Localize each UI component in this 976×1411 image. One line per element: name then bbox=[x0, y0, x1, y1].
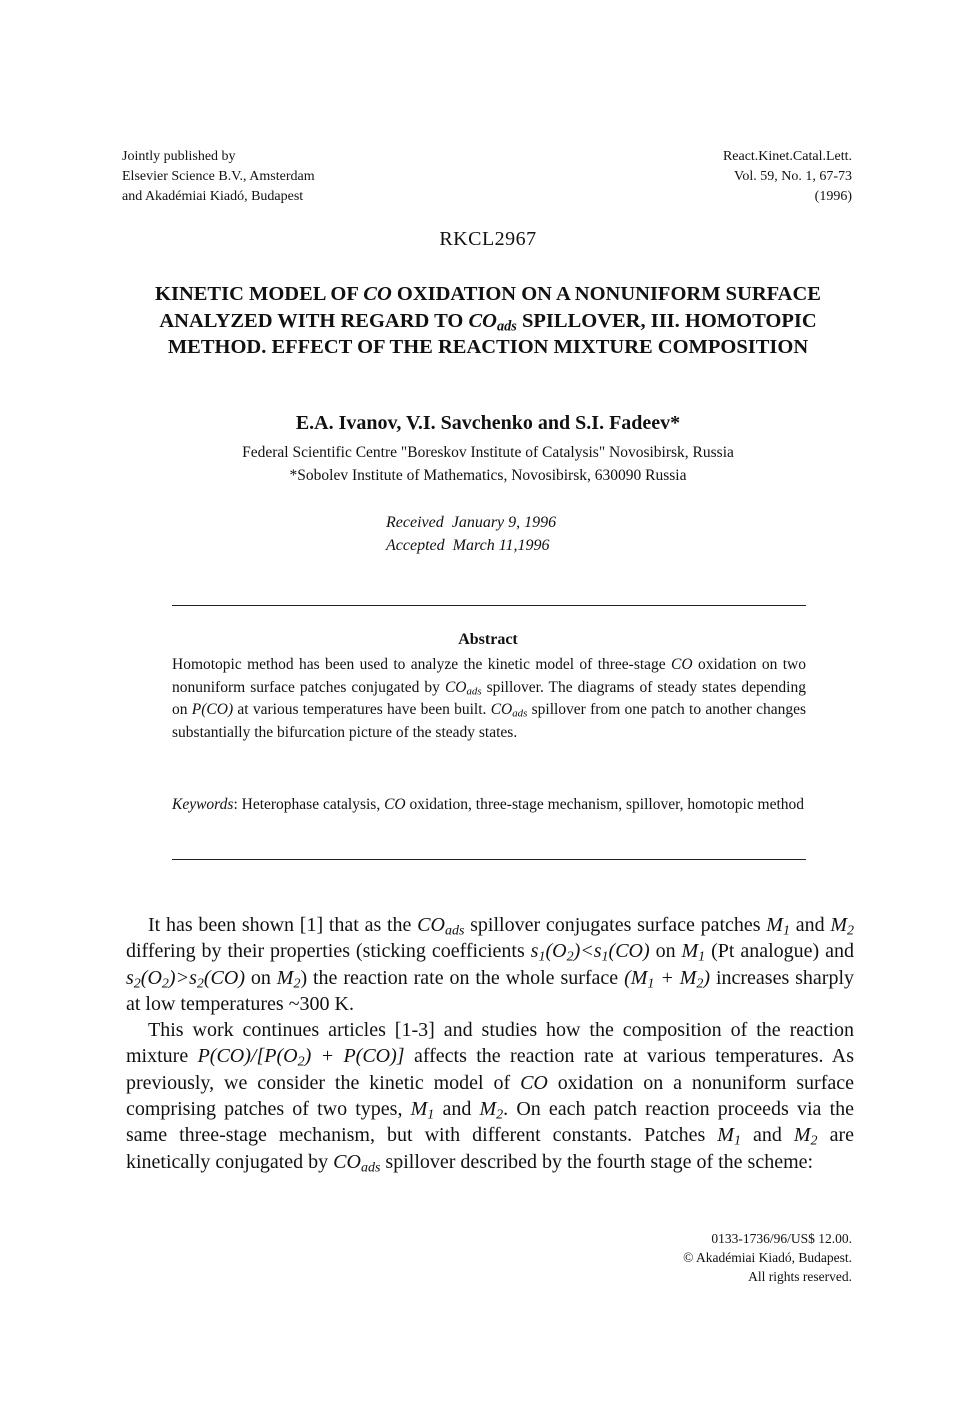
journal-line: React.Kinet.Catal.Lett. bbox=[722, 149, 852, 164]
received-date: Received January 9, 1996 bbox=[386, 514, 557, 531]
journal-line: Vol. 59, No. 1, 67-73 bbox=[734, 169, 852, 184]
body-text bbox=[126, 912, 854, 1175]
affiliations bbox=[0, 441, 976, 487]
publisher-line: and Akadémiai Kiadó, Budapest bbox=[122, 189, 304, 204]
paragraph: It has been shown [1] that as the $CO_{ads}$ spillover conjugates surface patches $M_1$ and $M_2$ differing by their properties (sticking coefficients $s_1(O_2)<s_1(CO)$ on $M_1$ (Pt analogue) and $s_2(O_2)>s_2(CO)$ on $M_2$) the reaction rate on the whole surface $(M_1 + M_2)$ increases sharply at low temperatures ~300 K. bbox=[126, 914, 854, 1015]
journal-line: (1996) bbox=[814, 189, 852, 204]
paper-code: RKCL2967 bbox=[439, 228, 537, 250]
divider bbox=[172, 605, 806, 606]
copyright-line: © Akadémiai Kiadó, Budapest. bbox=[683, 1250, 852, 1265]
paragraph: This work continues articles [1-3] and studies how the composition of the reaction mixture $P(CO)/[P(O_2) + P(CO)]$ affects the reaction rate at various temperatures. As previously, we consider the kinetic model of CO oxidation on a nonuniform surface comprising patches of two types, $M_1$ and $M_2$. On each patch reaction proceeds via the same three-stage mechanism, but with different constants. Patches $M_1$ and $M_2$ are kinetically conjugated by $CO_{ads}$ spillover described by the fourth stage of the scheme: bbox=[126, 1019, 855, 1176]
paper-title: KINETIC MODEL OF CO OXIDATION ON A NONUNIFORM SURFACE ANALYZED WITH REGARD TO $CO_{ads}$ SPILLOVER, III. HOMOTOPIC METHOD. EFFECT OF THE REACTION MIXTURE COMPOSITION bbox=[155, 283, 821, 358]
abstract-heading: Abstract bbox=[458, 631, 518, 648]
journal-info bbox=[723, 147, 852, 207]
affiliation-line: *Sobolev Institute of Mathematics, Novosibirsk, 630090 Russia bbox=[289, 467, 687, 484]
publisher-line: Elsevier Science B.V., Amsterdam bbox=[122, 169, 315, 184]
publisher-line: Jointly published by bbox=[122, 149, 236, 164]
affiliation-line: Federal Scientific Centre "Boreskov Institute of Catalysis" Novosibirsk, Russia bbox=[242, 444, 734, 461]
copyright-line: 0133-1736/96/US$ 12.00. bbox=[711, 1231, 852, 1246]
authors: E.A. Ivanov, V.I. Savchenko and S.I. Fadeev* bbox=[295, 412, 681, 434]
copyright-block bbox=[683, 1229, 852, 1286]
dates bbox=[386, 511, 556, 557]
publisher-info bbox=[122, 147, 315, 207]
abstract-text: Homotopic method has been used to analyze the kinetic model of three-stage CO oxidation on two nonuniform surface patches conjugated by $CO_{ads}$ spillover. The diagrams of steady states depending on P(CO) at various temperatures have been built. $CO_{ads}$ spillover from one patch to another changes substantially the bifurcation picture of the steady states. bbox=[172, 656, 807, 741]
divider bbox=[172, 859, 806, 860]
copyright-line: All rights reserved. bbox=[748, 1269, 852, 1284]
keywords: Keywords: Heterophase catalysis, CO oxidation, three-stage mechanism, spillover, homotopic method bbox=[172, 796, 805, 813]
accepted-date: Accepted March 11,1996 bbox=[386, 537, 550, 554]
